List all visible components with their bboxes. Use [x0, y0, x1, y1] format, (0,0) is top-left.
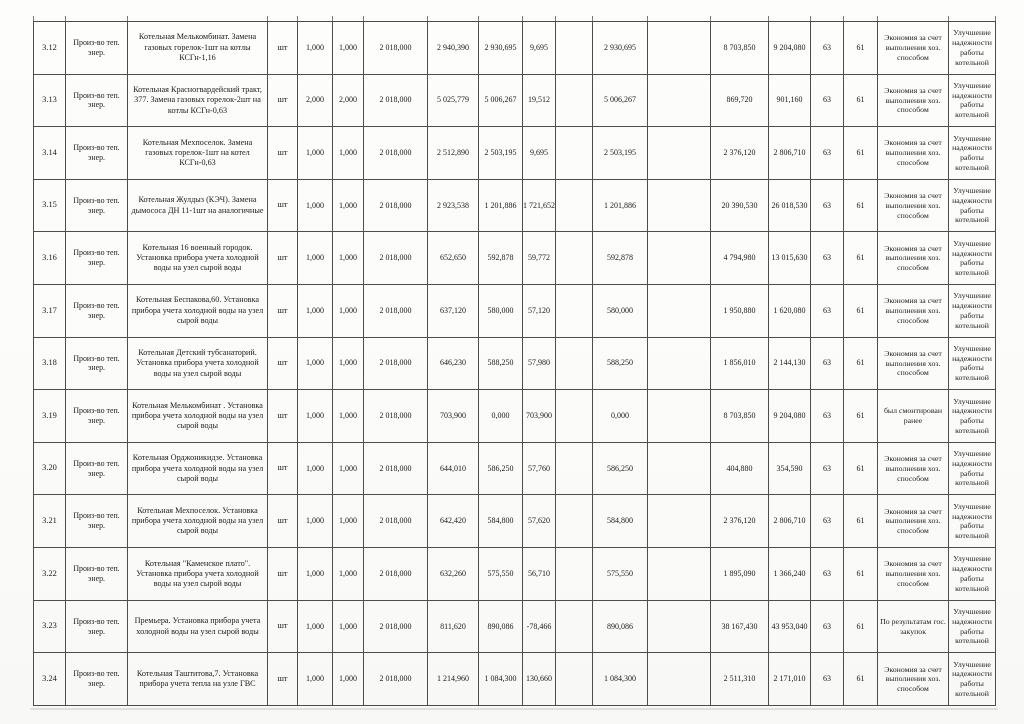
cell-cost-plan: 644,010	[428, 443, 479, 496]
cell-qty-plan: 1,000	[298, 338, 333, 391]
cell-qty-fact: 1,000	[333, 653, 364, 706]
cell-deviation: 56,710	[523, 548, 556, 601]
cell-blank	[648, 180, 711, 233]
cell-cost-funded: 2 930,695	[593, 22, 648, 75]
scan-shadow-artifact	[30, 708, 998, 710]
cell-cost-funded: 5 006,267	[593, 75, 648, 128]
cell-result: Улучшение надежности работы котельной	[949, 285, 996, 338]
cell-cost-plan: 811,620	[428, 601, 479, 654]
cell-unit-price: 2 018,000	[364, 338, 428, 391]
cell-unit: шт	[268, 232, 298, 285]
table-row	[34, 495, 996, 548]
cell-qty-fact: 1,000	[333, 127, 364, 180]
cell-cost-fact: 588,250	[479, 338, 523, 391]
cell-cost-plan: 632,260	[428, 548, 479, 601]
cell-percent-plan: 63	[811, 548, 844, 601]
cell-deviation: 9,695	[523, 22, 556, 75]
cell-unit-price: 2 018,000	[364, 285, 428, 338]
cell-unit: шт	[268, 285, 298, 338]
cell-description: Котельная Беспакова,60. Установка прибора учета холодной воды на узел сырой воды	[128, 285, 268, 338]
cell-cost-plan: 5 025,779	[428, 75, 479, 128]
cell-row-number: 3.12	[34, 22, 66, 75]
cell-blank	[556, 232, 593, 285]
cell-percent-plan: 63	[811, 653, 844, 706]
cell-percent-plan: 63	[811, 232, 844, 285]
cell-cost-fact: 575,550	[479, 548, 523, 601]
cell-note: Экономия за счет выполнения хоз. способом	[878, 127, 949, 180]
cell-percent-fact: 61	[844, 127, 878, 180]
cell-row-number: 3.13	[34, 75, 66, 128]
cell-percent-fact: 61	[844, 601, 878, 654]
cell-qty-plan: 1,000	[298, 653, 333, 706]
cell-qty-fact: 1,000	[333, 548, 364, 601]
cell-percent-fact: 61	[844, 495, 878, 548]
cell-unit-price: 2 018,000	[364, 390, 428, 443]
cell-amount-fact: 13 015,630	[769, 232, 811, 285]
cell-unit-price: 2 018,000	[364, 232, 428, 285]
cell-cost-plan: 637,120	[428, 285, 479, 338]
cell-blank	[648, 495, 711, 548]
cell-cost-fact: 584,800	[479, 495, 523, 548]
cell-amount-fact: 26 018,530	[769, 180, 811, 233]
cell-qty-fact: 1,000	[333, 338, 364, 391]
cell-cost-plan: 2 940,390	[428, 22, 479, 75]
cell-cost-fact: 592,878	[479, 232, 523, 285]
cell-percent-fact: 61	[844, 180, 878, 233]
cell-description: Котельная Мехпоселок. Установка прибора учета холодной воды на узел сырой воды	[128, 495, 268, 548]
cell-category: Произ-во теп. энер.	[66, 75, 128, 128]
table-row	[34, 75, 996, 128]
cell-blank	[556, 548, 593, 601]
cell-category: Произ-во теп. энер.	[66, 232, 128, 285]
cell-unit: шт	[268, 495, 298, 548]
cell-note: Экономия за счет выполнения хоз. способом	[878, 338, 949, 391]
cell-note: Экономия за счет выполнения хоз. способом	[878, 285, 949, 338]
cell-qty-plan: 1,000	[298, 180, 333, 233]
cell-blank	[556, 22, 593, 75]
table-row	[34, 443, 996, 496]
cell-qty-plan: 1,000	[298, 390, 333, 443]
cell-qty-fact: 1,000	[333, 232, 364, 285]
cell-blank	[648, 338, 711, 391]
cell-qty-fact: 1,000	[333, 601, 364, 654]
cell-percent-plan: 63	[811, 443, 844, 496]
cell-qty-plan: 1,000	[298, 443, 333, 496]
cell-percent-plan: 63	[811, 495, 844, 548]
cell-amount-fact: 354,590	[769, 443, 811, 496]
cell-blank	[648, 75, 711, 128]
cell-unit: шт	[268, 180, 298, 233]
cell-blank	[556, 338, 593, 391]
cell-description: Котельная 16 военный городок. Установка прибора учета холодной воды на узел сырой воды	[128, 232, 268, 285]
cell-amount-fact: 1 620,080	[769, 285, 811, 338]
cell-amount-fact: 1 366,240	[769, 548, 811, 601]
cell-unit-price: 2 018,000	[364, 443, 428, 496]
cell-blank	[556, 601, 593, 654]
cell-cost-fact: 2 930,695	[479, 22, 523, 75]
cell-deviation: 57,760	[523, 443, 556, 496]
cell-amount-plan: 1 856,010	[711, 338, 769, 391]
cell-amount-plan: 20 390,530	[711, 180, 769, 233]
cell-deviation: 57,980	[523, 338, 556, 391]
cell-qty-plan: 1,000	[298, 285, 333, 338]
cell-cost-funded: 580,000	[593, 285, 648, 338]
cell-cost-fact: 586,250	[479, 443, 523, 496]
cell-deviation: 9,695	[523, 127, 556, 180]
cell-blank	[556, 127, 593, 180]
works-table	[33, 21, 996, 706]
cell-category: Произ-во теп. энер.	[66, 22, 128, 75]
cell-qty-fact: 1,000	[333, 390, 364, 443]
cell-cost-funded: 890,086	[593, 601, 648, 654]
cell-qty-fact: 1,000	[333, 495, 364, 548]
cell-amount-plan: 2 376,120	[711, 495, 769, 548]
cell-unit: шт	[268, 443, 298, 496]
cell-cost-funded: 584,800	[593, 495, 648, 548]
cell-cost-plan: 1 214,960	[428, 653, 479, 706]
cell-cost-funded: 1 084,300	[593, 653, 648, 706]
cell-category: Произ-во теп. энер.	[66, 285, 128, 338]
cell-qty-plan: 1,000	[298, 127, 333, 180]
cell-blank	[556, 285, 593, 338]
cell-unit-price: 2 018,000	[364, 22, 428, 75]
cell-percent-fact: 61	[844, 390, 878, 443]
cell-percent-plan: 63	[811, 75, 844, 128]
cell-row-number: 3.21	[34, 495, 66, 548]
cell-category: Произ-во теп. энер.	[66, 601, 128, 654]
cell-qty-plan: 1,000	[298, 548, 333, 601]
cell-unit: шт	[268, 22, 298, 75]
table-row	[34, 232, 996, 285]
cell-note: Экономия за счет выполнения хоз. способом	[878, 232, 949, 285]
cell-cost-fact: 5 006,267	[479, 75, 523, 128]
cell-category: Произ-во теп. энер.	[66, 180, 128, 233]
cell-result: Улучшение надежности работы котельной	[949, 22, 996, 75]
cell-amount-plan: 404,880	[711, 443, 769, 496]
cell-amount-plan: 1 895,090	[711, 548, 769, 601]
cell-cost-fact: 1 084,300	[479, 653, 523, 706]
cell-row-number: 3.23	[34, 601, 66, 654]
cell-note: Экономия за счет выполнения хоз. способом	[878, 180, 949, 233]
cell-blank	[648, 548, 711, 601]
cell-blank	[556, 180, 593, 233]
cell-percent-fact: 61	[844, 285, 878, 338]
cell-result: Улучшение надежности работы котельной	[949, 338, 996, 391]
cell-description: Котельная Детский тубсанаторий. Установка прибора учета холодной воды на узел сырой воды	[128, 338, 268, 391]
cell-unit: шт	[268, 653, 298, 706]
cell-deviation: 57,620	[523, 495, 556, 548]
cell-note: Экономия за счет выполнения хоз. способом	[878, 75, 949, 128]
cell-description: Котельная Жулдыз (КЭЧ). Замена дымососа ДН 11-1шт на аналогичные	[128, 180, 268, 233]
cell-qty-fact: 2,000	[333, 75, 364, 128]
cell-row-number: 3.22	[34, 548, 66, 601]
cell-percent-plan: 63	[811, 127, 844, 180]
cell-unit-price: 2 018,000	[364, 75, 428, 128]
cell-amount-fact: 2 144,130	[769, 338, 811, 391]
cell-percent-fact: 61	[844, 232, 878, 285]
cell-amount-plan: 8 703,850	[711, 22, 769, 75]
cell-blank	[556, 390, 593, 443]
cell-unit: шт	[268, 548, 298, 601]
cell-cost-funded: 2 503,195	[593, 127, 648, 180]
table-row	[34, 127, 996, 180]
cell-amount-plan: 1 950,880	[711, 285, 769, 338]
cell-blank	[648, 443, 711, 496]
cell-cost-plan: 652,650	[428, 232, 479, 285]
table-row	[34, 653, 996, 706]
cell-result: Улучшение надежности работы котельной	[949, 653, 996, 706]
cell-cost-funded: 1 201,886	[593, 180, 648, 233]
cell-cost-plan: 703,900	[428, 390, 479, 443]
cell-category: Произ-во теп. энер.	[66, 495, 128, 548]
cell-cost-fact: 0,000	[479, 390, 523, 443]
cell-result: Улучшение надежности работы котельной	[949, 548, 996, 601]
cell-amount-plan: 8 703,850	[711, 390, 769, 443]
cell-description: Котельная "Каменское плато". Установка прибора учета холодной воды на узел сырой воды	[128, 548, 268, 601]
cell-note: По результатам гос. закупок	[878, 601, 949, 654]
table-row	[34, 285, 996, 338]
cell-qty-fact: 1,000	[333, 443, 364, 496]
cell-deviation: 130,660	[523, 653, 556, 706]
cell-percent-plan: 63	[811, 338, 844, 391]
cell-cost-funded: 592,878	[593, 232, 648, 285]
cell-deviation: 57,120	[523, 285, 556, 338]
cell-qty-plan: 1,000	[298, 495, 333, 548]
cell-qty-plan: 1,000	[298, 232, 333, 285]
cell-amount-fact: 9 204,080	[769, 22, 811, 75]
cell-percent-plan: 63	[811, 390, 844, 443]
cell-blank	[648, 601, 711, 654]
cell-cost-funded: 575,550	[593, 548, 648, 601]
cell-qty-fact: 1,000	[333, 22, 364, 75]
cell-percent-fact: 61	[844, 653, 878, 706]
cell-cost-plan: 2 512,890	[428, 127, 479, 180]
cell-amount-fact: 901,160	[769, 75, 811, 128]
cell-amount-plan: 2 511,310	[711, 653, 769, 706]
cell-unit-price: 2 018,000	[364, 601, 428, 654]
cell-description: Котельная Орджоникидзе. Установка прибора учета холодной воды на узел сырой воды	[128, 443, 268, 496]
cell-percent-plan: 63	[811, 285, 844, 338]
cell-unit: шт	[268, 390, 298, 443]
cell-row-number: 3.18	[34, 338, 66, 391]
cell-result: Улучшение надежности работы котельной	[949, 232, 996, 285]
cell-blank	[648, 285, 711, 338]
cell-blank	[648, 127, 711, 180]
cell-cost-plan: 642,420	[428, 495, 479, 548]
cell-note: Экономия за счет выполнения хоз. способом	[878, 443, 949, 496]
cell-deviation: 59,772	[523, 232, 556, 285]
cell-result: Улучшение надежности работы котельной	[949, 390, 996, 443]
table-row	[34, 548, 996, 601]
cell-row-number: 3.19	[34, 390, 66, 443]
table-row	[34, 22, 996, 75]
cell-deviation: 703,900	[523, 390, 556, 443]
cell-amount-fact: 2 171,010	[769, 653, 811, 706]
cell-unit: шт	[268, 75, 298, 128]
cell-row-number: 3.20	[34, 443, 66, 496]
cell-unit-price: 2 018,000	[364, 653, 428, 706]
cell-row-number: 3.17	[34, 285, 66, 338]
cell-note: Экономия за счет выполнения хоз. способом	[878, 495, 949, 548]
cell-qty-plan: 1,000	[298, 22, 333, 75]
cell-cost-funded: 588,250	[593, 338, 648, 391]
cell-description: Котельная Мехпоселок. Замена газовых горелок-1шт на котел КСГн-0,63	[128, 127, 268, 180]
cell-category: Произ-во теп. энер.	[66, 548, 128, 601]
cell-row-number: 3.16	[34, 232, 66, 285]
cell-note: Экономия за счет выполнения хоз. способом	[878, 548, 949, 601]
cell-description: Котельная Мелькомбинат. Замена газовых горелок-1шт на котлы КСГн-1,16	[128, 22, 268, 75]
cell-description: Котельная Мелькомбинат . Установка прибора учета холодной воды на узел сырой воды	[128, 390, 268, 443]
cell-row-number: 3.24	[34, 653, 66, 706]
cell-percent-fact: 61	[844, 548, 878, 601]
cell-percent-plan: 63	[811, 22, 844, 75]
cell-amount-plan: 869,720	[711, 75, 769, 128]
cell-percent-plan: 63	[811, 601, 844, 654]
cell-percent-fact: 61	[844, 443, 878, 496]
cell-qty-fact: 1,000	[333, 285, 364, 338]
cell-blank	[556, 653, 593, 706]
cell-cost-fact: 1 201,886	[479, 180, 523, 233]
cell-amount-fact: 2 806,710	[769, 495, 811, 548]
cell-qty-plan: 1,000	[298, 601, 333, 654]
cell-row-number: 3.14	[34, 127, 66, 180]
table-row	[34, 180, 996, 233]
cell-blank	[648, 232, 711, 285]
cell-category: Произ-во теп. энер.	[66, 390, 128, 443]
cell-unit: шт	[268, 601, 298, 654]
cell-blank	[556, 495, 593, 548]
cell-cost-funded: 586,250	[593, 443, 648, 496]
cell-result: Улучшение надежности работы котельной	[949, 75, 996, 128]
cell-amount-fact: 43 953,040	[769, 601, 811, 654]
cell-note: был смонтирован ранее	[878, 390, 949, 443]
cell-cost-plan: 646,230	[428, 338, 479, 391]
cell-deviation: 1 721,652	[523, 180, 556, 233]
cell-blank	[648, 22, 711, 75]
cell-result: Улучшение надежности работы котельной	[949, 127, 996, 180]
cell-description: Котельная Таштитова,7. Установка прибора учета тепла на узле ГВС	[128, 653, 268, 706]
cell-unit-price: 2 018,000	[364, 495, 428, 548]
cell-qty-fact: 1,000	[333, 180, 364, 233]
cell-description: Премьера. Установка прибора учета холодной воды на узел сырой воды	[128, 601, 268, 654]
cell-deviation: -78,466	[523, 601, 556, 654]
cell-percent-fact: 61	[844, 75, 878, 128]
cell-amount-plan: 2 376,120	[711, 127, 769, 180]
cell-percent-fact: 61	[844, 22, 878, 75]
cell-blank	[648, 653, 711, 706]
cell-cost-funded: 0,000	[593, 390, 648, 443]
cell-result: Улучшение надежности работы котельной	[949, 601, 996, 654]
cell-cost-fact: 890,086	[479, 601, 523, 654]
cell-blank	[556, 443, 593, 496]
cell-unit-price: 2 018,000	[364, 180, 428, 233]
table-row	[34, 338, 996, 391]
cell-note: Экономия за счет выполнения хоз. способом	[878, 22, 949, 75]
cell-cost-fact: 580,000	[479, 285, 523, 338]
cell-cost-plan: 2 923,538	[428, 180, 479, 233]
cell-result: Улучшение надежности работы котельной	[949, 495, 996, 548]
cell-unit-price: 2 018,000	[364, 548, 428, 601]
cell-unit-price: 2 018,000	[364, 127, 428, 180]
cell-deviation: 19,512	[523, 75, 556, 128]
table-row	[34, 390, 996, 443]
cell-row-number: 3.15	[34, 180, 66, 233]
cell-blank	[648, 390, 711, 443]
cell-unit: шт	[268, 127, 298, 180]
cell-amount-fact: 9 204,080	[769, 390, 811, 443]
cell-category: Произ-во теп. энер.	[66, 653, 128, 706]
cell-result: Улучшение надежности работы котельной	[949, 443, 996, 496]
cell-category: Произ-во теп. энер.	[66, 127, 128, 180]
cell-blank	[556, 75, 593, 128]
cell-category: Произ-во теп. энер.	[66, 443, 128, 496]
cell-category: Произ-во теп. энер.	[66, 338, 128, 391]
cell-note: Экономия за счет выполнения хоз. способом	[878, 653, 949, 706]
cell-amount-plan: 38 167,430	[711, 601, 769, 654]
cell-description: Котельная Красногвардейский тракт, 377. Замена газовых горелок-2шт на котлы КСГн-0,63	[128, 75, 268, 128]
table-row	[34, 601, 996, 654]
cell-amount-fact: 2 806,710	[769, 127, 811, 180]
cell-result: Улучшение надежности работы котельной	[949, 180, 996, 233]
cell-unit: шт	[268, 338, 298, 391]
cell-amount-plan: 4 794,980	[711, 232, 769, 285]
cell-cost-fact: 2 503,195	[479, 127, 523, 180]
cell-qty-plan: 2,000	[298, 75, 333, 128]
cell-percent-plan: 63	[811, 180, 844, 233]
cell-percent-fact: 61	[844, 338, 878, 391]
